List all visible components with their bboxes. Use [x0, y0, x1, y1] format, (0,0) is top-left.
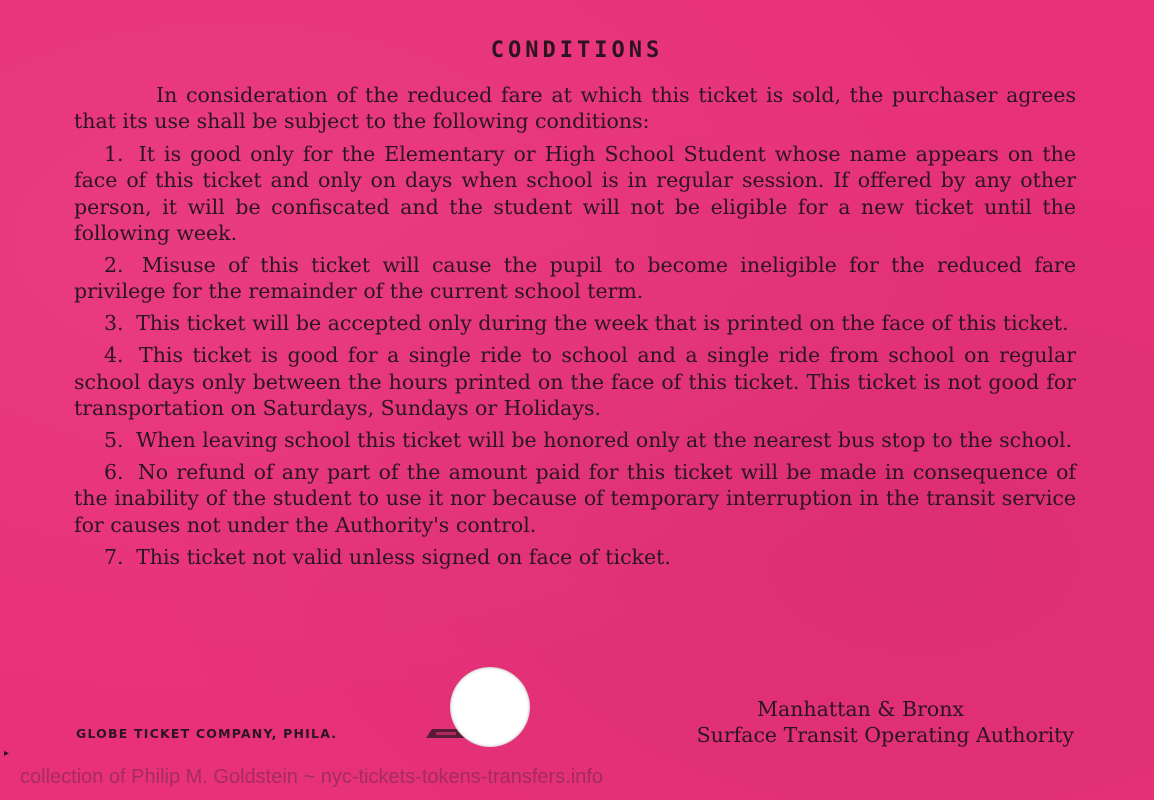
- intro-paragraph: In consideration of the reduced fare at which this ticket is sold, the purchaser agrees that its use shall be subject to the following conditions:: [74, 83, 1076, 134]
- authority-signature: [697, 696, 1074, 748]
- collection-watermark: collection of Philip M. Goldstein ~ nyc-tickets-tokens-transfers.info: [20, 766, 604, 788]
- condition-number: 5.: [104, 427, 124, 452]
- condition-item: [74, 459, 1076, 538]
- condition-number: 1.: [104, 141, 124, 166]
- condition-text: This ticket not valid unless signed on face of ticket.: [136, 544, 671, 569]
- condition-number: 3.: [104, 311, 124, 336]
- authority-line-2: Surface Transit Operating Authority: [696, 723, 1074, 747]
- condition-item: [74, 141, 1076, 247]
- condition-item: [74, 427, 1076, 453]
- condition-text: No refund of any part of the amount paid for this ticket will be made in consequence of the inability of the student to use it nor because of temporary interruption in the transit service for causes not under the Authority's control.: [74, 459, 1076, 537]
- margin-mark-icon: ▸: [4, 748, 10, 759]
- authority-line-1: Manhattan & Bronx: [757, 697, 964, 721]
- condition-number: 6.: [104, 459, 124, 484]
- printer-imprint: GLOBE TICKET COMPANY, PHILA.: [76, 726, 338, 741]
- condition-number: 4.: [104, 343, 124, 368]
- condition-item: [74, 342, 1076, 421]
- conditions-body: [74, 82, 1076, 575]
- condition-text: When leaving school this ticket will be honored only at the nearest bus stop to the school.: [136, 427, 1073, 452]
- condition-text: Misuse of this ticket will cause the pupil to become ineligible for the reduced fare privilege for the remainder of the current school term.: [74, 252, 1076, 304]
- conditions-heading: CONDITIONS: [490, 38, 664, 63]
- condition-item: [74, 544, 1076, 570]
- condition-number: 7.: [104, 544, 124, 569]
- punch-hole: [450, 667, 530, 747]
- condition-text: This ticket will be accepted only during the week that is printed on the face of this ticket.: [136, 311, 1069, 336]
- condition-number: 2.: [104, 252, 124, 277]
- condition-item: [74, 310, 1076, 336]
- condition-item: [74, 252, 1076, 305]
- condition-text: This ticket is good for a single ride to school and a single ride from school on regular school days only between the hours printed on the face of this ticket. This ticket is not good for transportation on Saturdays, Sundays or Holidays.: [74, 343, 1076, 420]
- condition-text: It is good only for the Elementary or High School Student whose name appears on the face of this ticket and only on days when school is in regular session. If offered by any other person, it will be confiscated and the student will not be eligible for a new ticket until the following week.: [74, 141, 1076, 246]
